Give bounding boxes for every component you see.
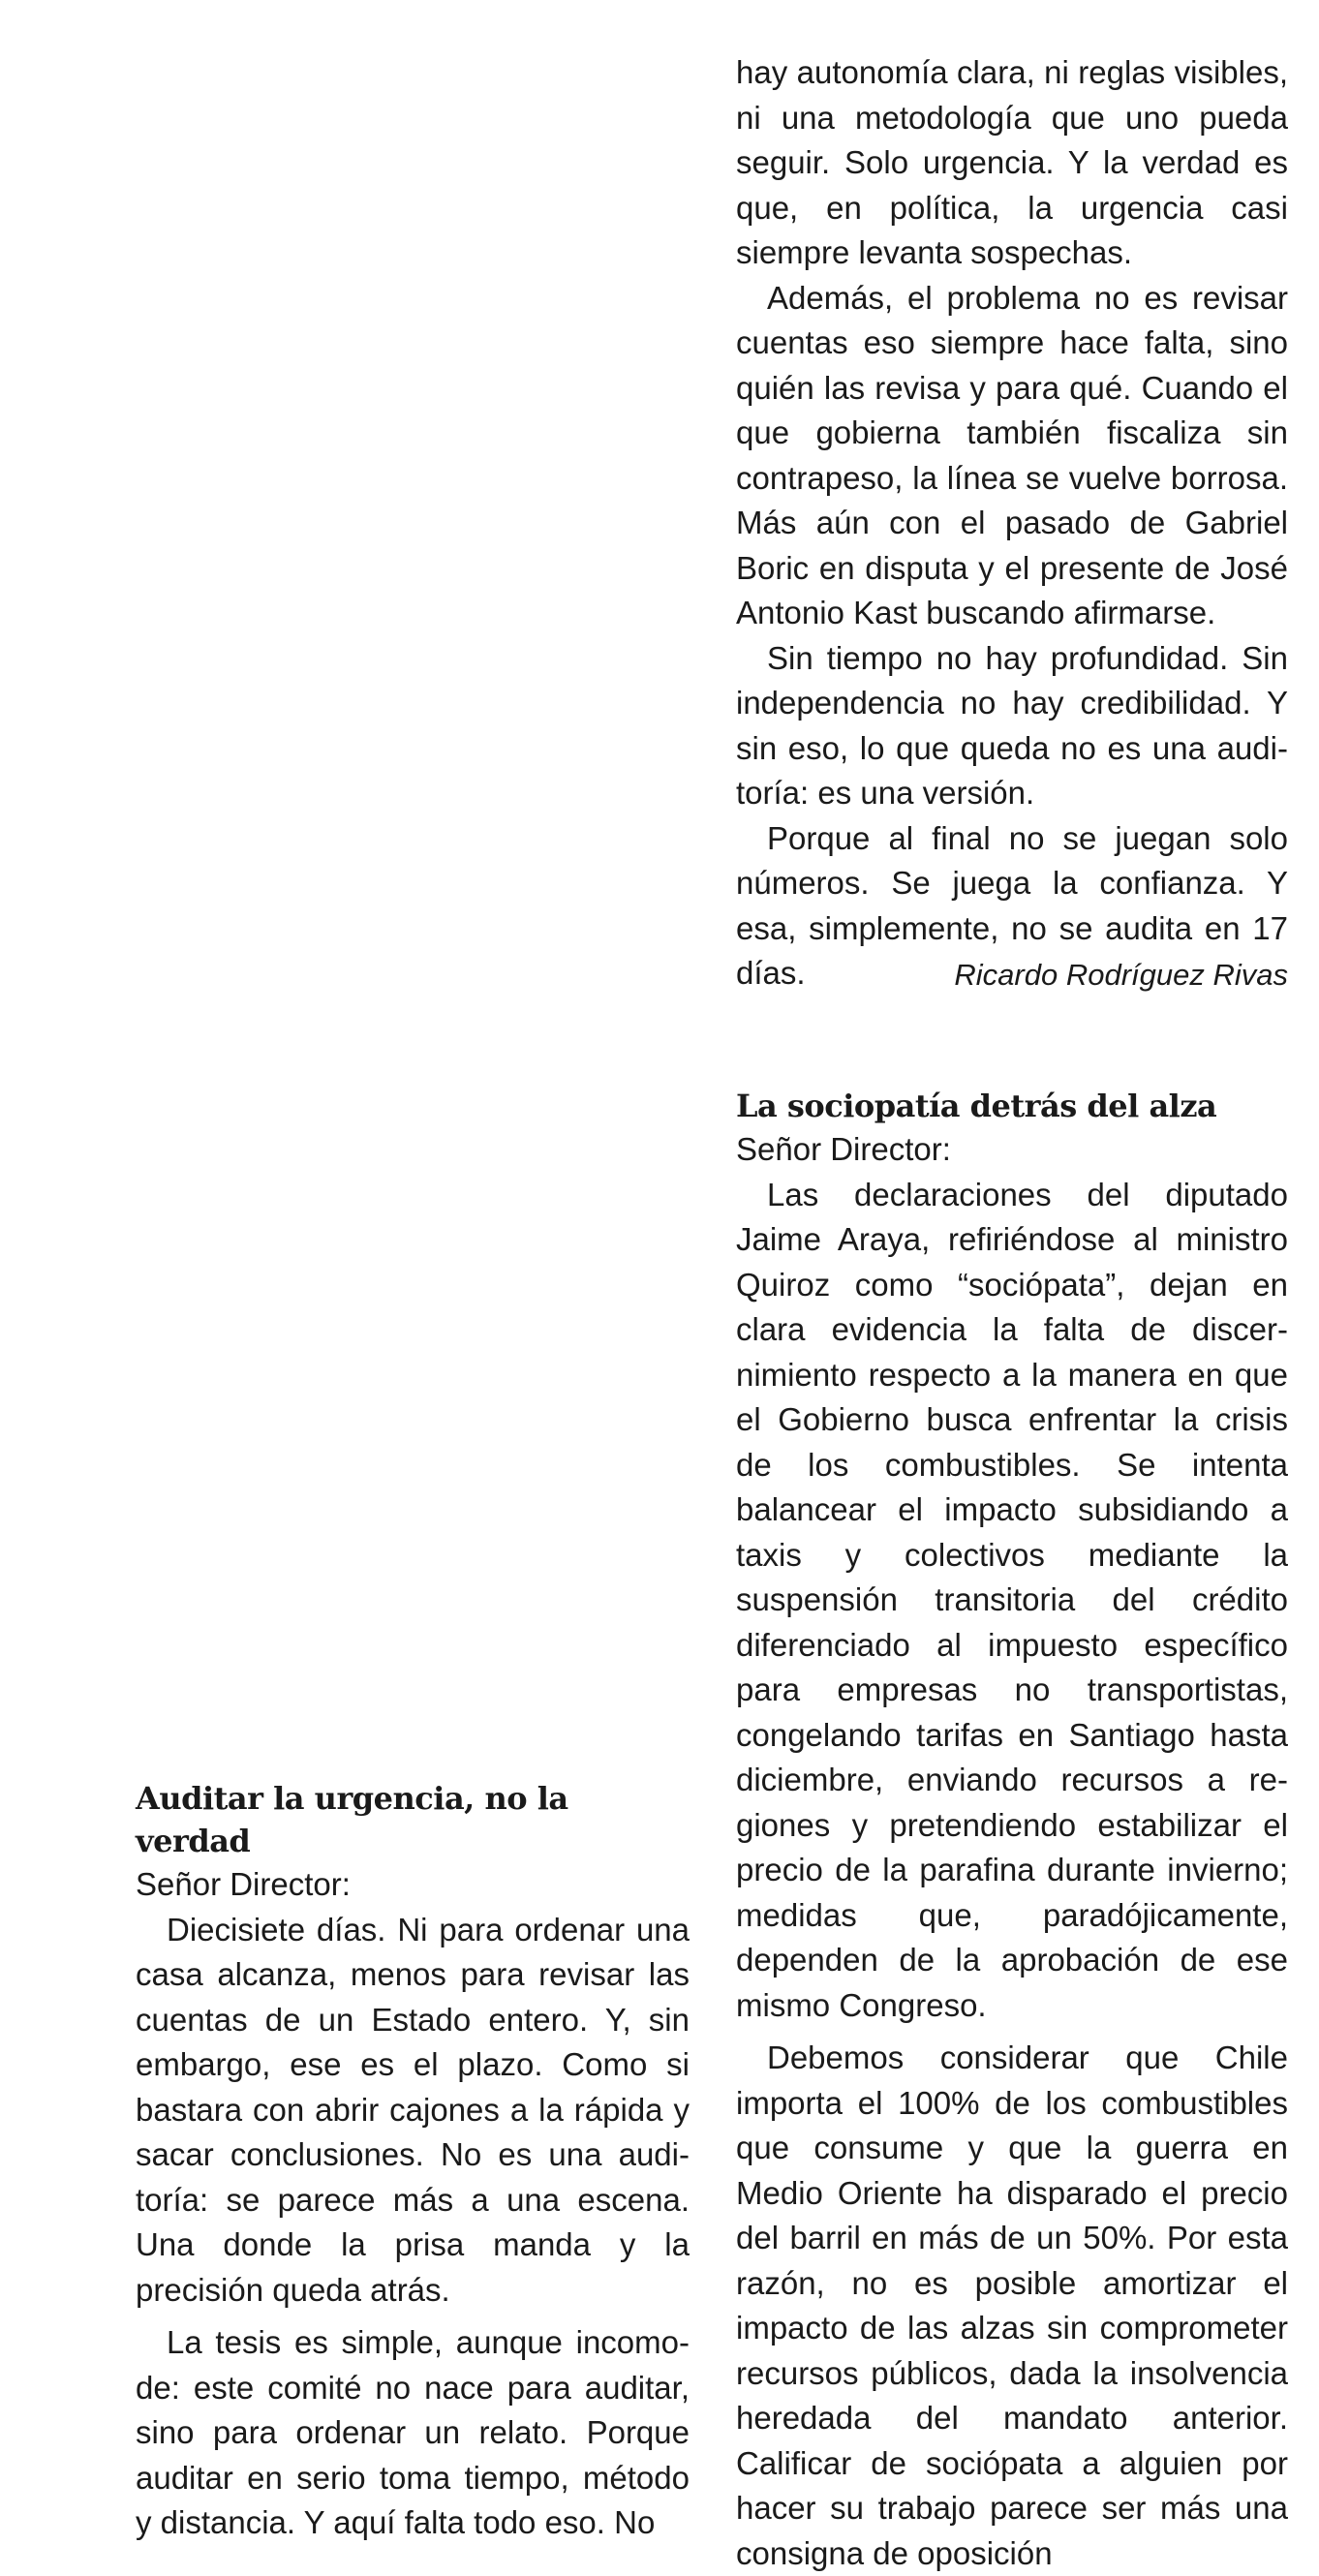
letter-headline: Auditar la urgencia, no la verdad [136, 1780, 568, 1859]
letter-audit [136, 1777, 690, 2546]
paragraph: Diecisiete días. Ni para ordenar una casa alcanza, menos para revisar las cuentas de un Estado entero. Y, sin embargo, ese es el plazo. Como si bastara con abrir cajones a la rápida y sacar conclusiones. No es una auditoría: se parece más a una escena. Una donde la prisa manda y la precisión queda atrás. [136, 1911, 690, 2308]
paragraph: hay autonomía clara, ni reglas visibles, ni una metodología que uno pueda seguir. Solo urgencia. Y la verdad es que, en política, la urgencia casi siempre levanta sospechas. [736, 54, 1288, 270]
paragraph: Sin tiempo no hay profundidad. Sin independencia no hay credibilidad. Y sin eso, lo que queda no es una auditoría: es una versión. [736, 639, 1288, 811]
paragraph: Las declaraciones del diputado Jaime Araya, refiriéndose al ministro Quiroz como “sociópata”, dejan en clara evidencia la falta de discernimiento respecto a la manera en que el Gobierno busca enfrentar la crisis de los combustibles. Se intenta balancear el impacto subsidiando a taxis y colectivos mediante la suspensión transitoria del crédito diferenciado al impuesto específico para empresas no transportistas, congelando tarifas en Santiago hasta diciembre, enviando recursos a regiones y pretendiendo estabilizar el precio de la parafina durante invierno; medidas que, paradójicamente, dependen de la aprobación de ese mismo Congreso. [736, 1176, 1288, 2023]
paragraph: Además, el problema no es revisar cuentas eso siempre hace falta, sino quién las revisa y para qué. Cuando el que gobierna también fiscaliza sin contrapeso, la línea se vuelve borrosa. Más aún con el pasado de Gabriel Boric en disputa y el presente de José Antonio Kast buscando afirmarse. [736, 279, 1288, 630]
letter-salutation: Señor Director: [136, 1866, 351, 1902]
paragraph: Porque al final no se juegan solo números. Se juega la confianza. Y esa, simplemente, no se audita en 17 días. [736, 819, 1288, 991]
letter-salutation: Señor Director: [736, 1131, 951, 1167]
letter-headline: La sociopatía detrás del alza [736, 1088, 1217, 1124]
letter-audit-continuation [736, 50, 1288, 997]
paragraph: La tesis es simple, aunque incomode: este comité no nace para auditar, sino para ordenar un relato. Porque auditar en serio toma tiempo, método y distancia. Y aquí falta todo eso. No [136, 2324, 690, 2540]
signature: Ricardo Rodríguez Rivas [954, 958, 1288, 992]
letter-sociopathy [736, 1085, 1288, 2576]
paragraph: Debemos considerar que Chile importa el 100% de los combustibles que consume y que la guerra en Medio Oriente ha disparado el precio del barril en más de un 50%. Por esta razón, no es posible amortizar el impacto de las alzas sin comprometer recursos públicos, dada la insolvencia heredada del mandato anterior. Calificar de sociópata a alguien por hacer su trabajo parece ser más una consigna de oposición [736, 2039, 1288, 2571]
